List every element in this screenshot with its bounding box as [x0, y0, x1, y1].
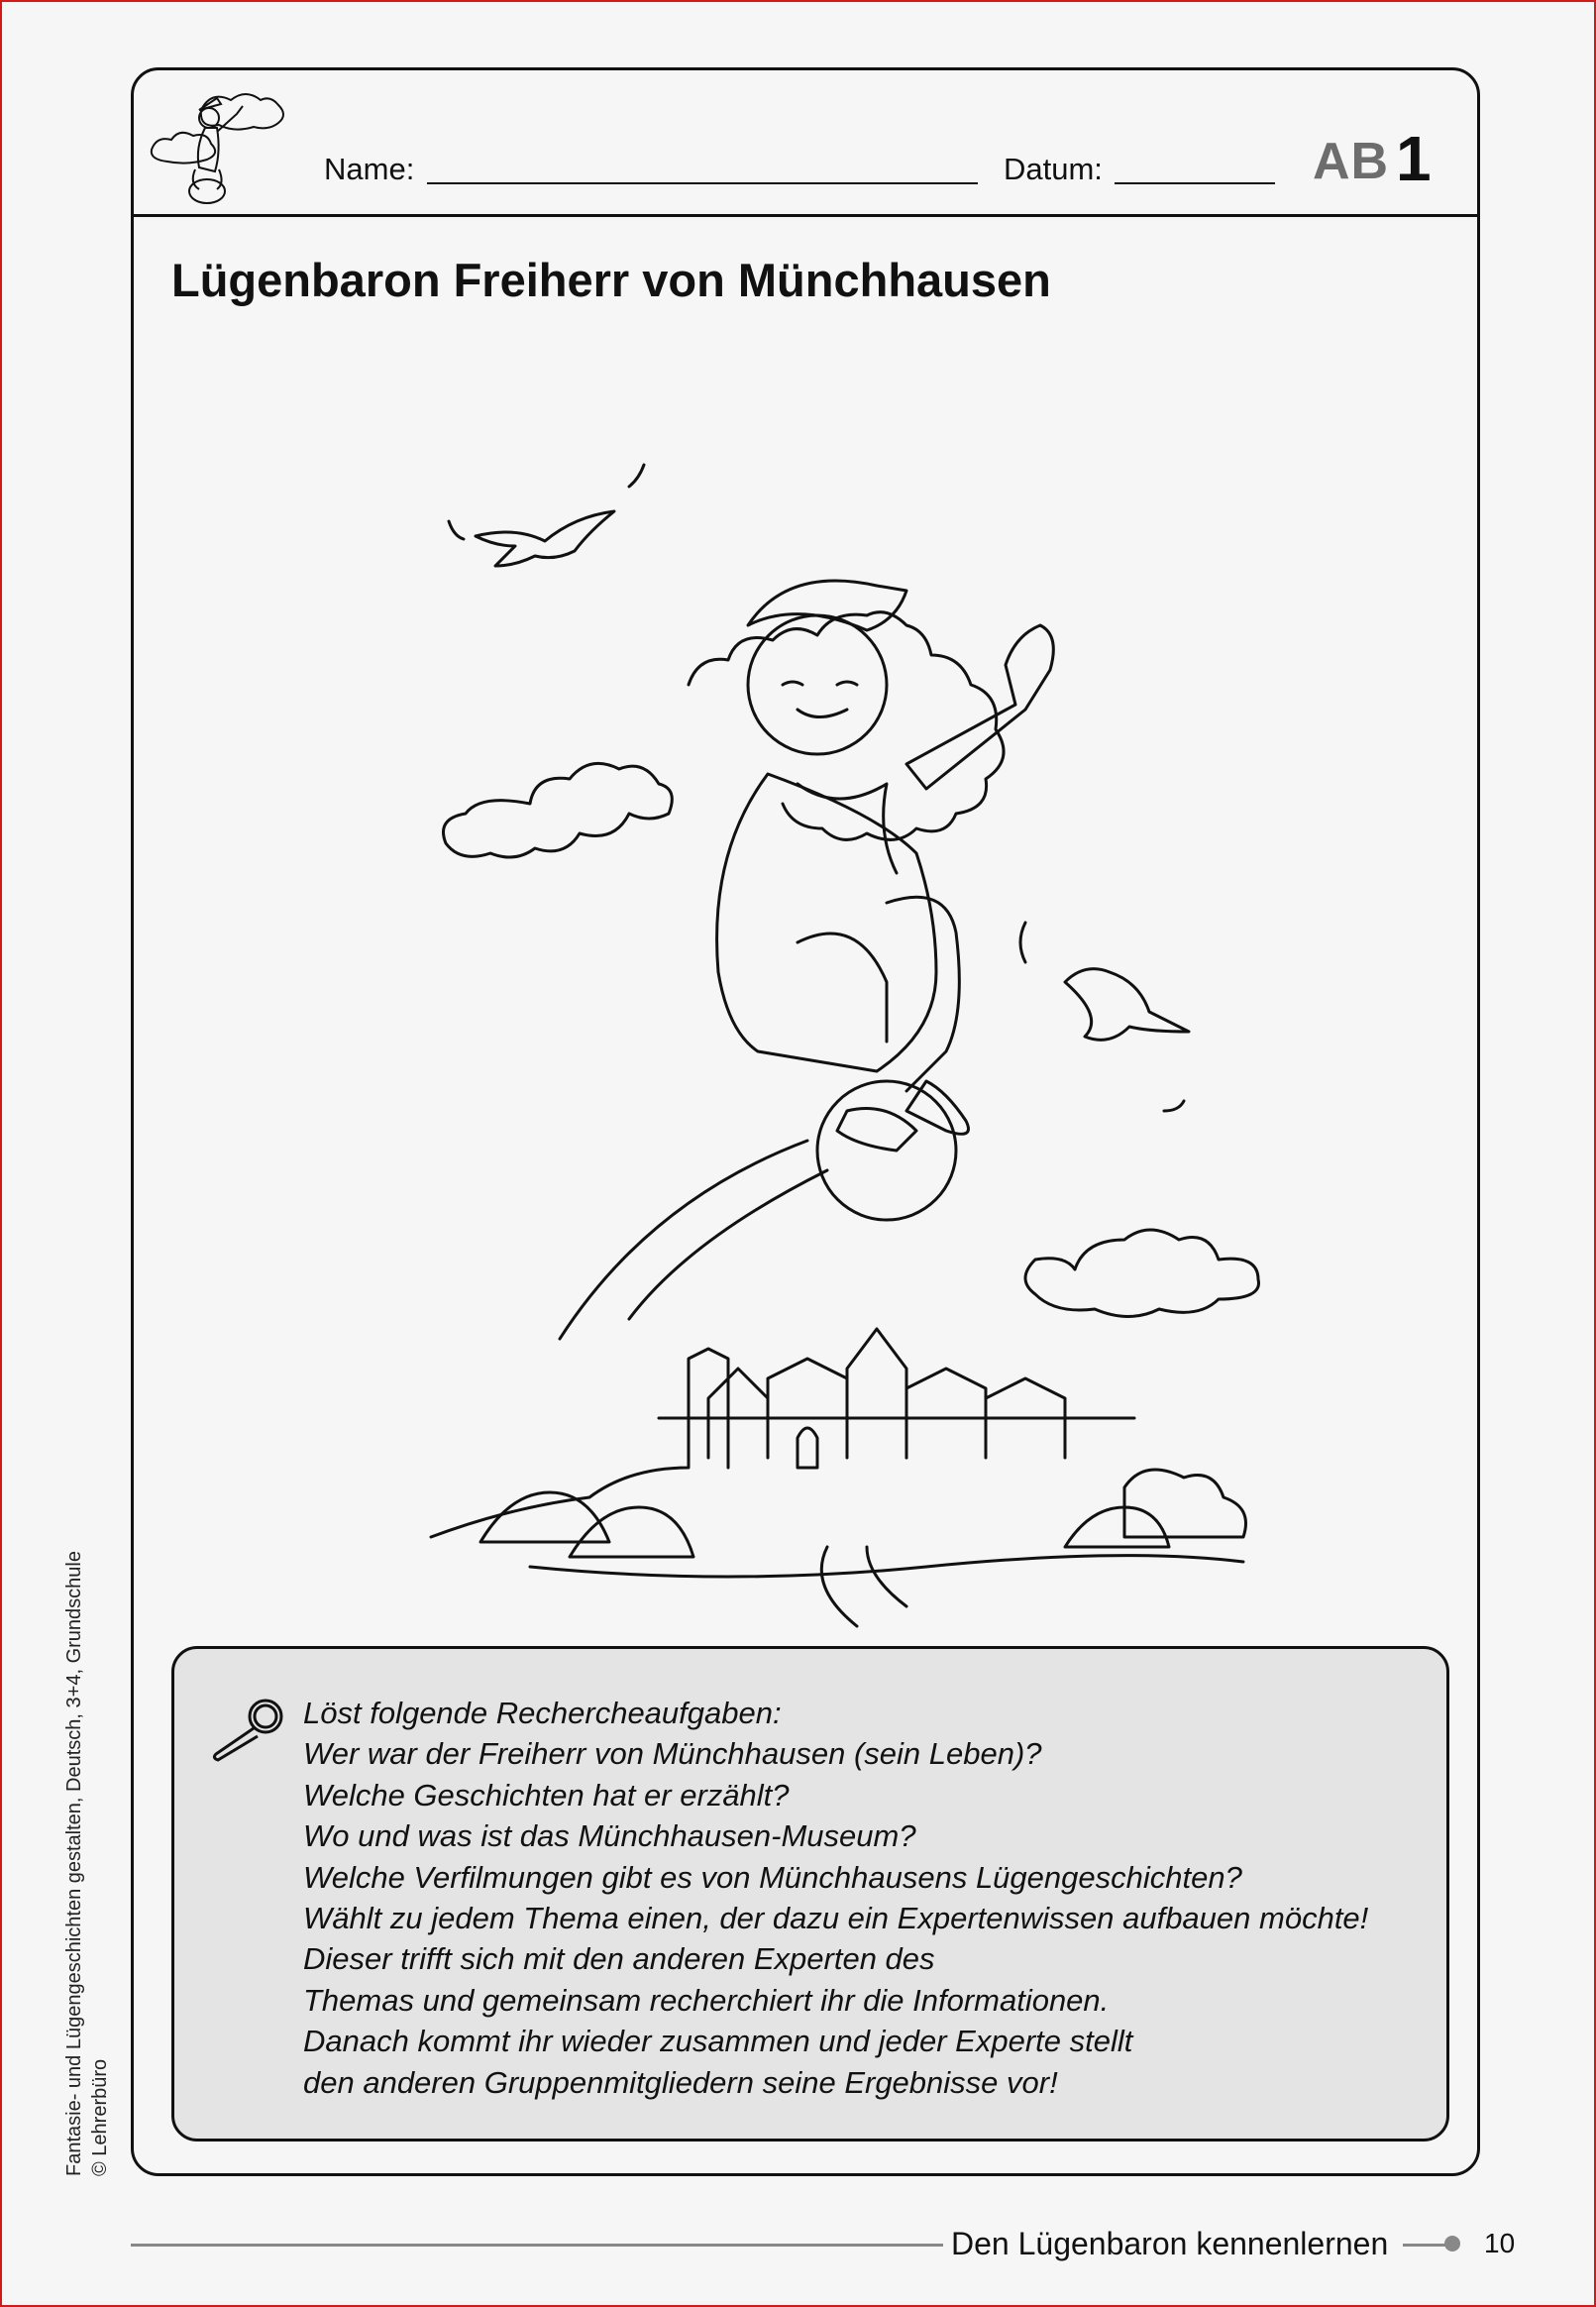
page-number: 10 — [1484, 2228, 1516, 2258]
task-list — [303, 1693, 1368, 2103]
worksheet — [131, 67, 1480, 2176]
worksheet-prefix: AB — [1313, 133, 1390, 190]
task-line: Wer war der Freiherr von Münchhausen (sein Leben)? — [303, 1736, 1042, 1772]
magnifier-icon — [208, 1695, 297, 1766]
worksheet-number: 1 — [1396, 123, 1432, 194]
date-label: Datum: — [1004, 152, 1103, 186]
baron-mini-icon — [142, 70, 330, 217]
task-line: Dieser trifft sich mit den anderen Experten des — [303, 1941, 935, 1977]
task-line: Wo und was ist das Münchhausen-Museum? — [303, 1818, 916, 1854]
task-line: Themas und gemeinsam recherchiert ihr die Informationen. — [303, 1982, 1110, 2018]
task-line: Welche Verfilmungen gibt es von Münchhausens Lügengeschichten? — [303, 1859, 1242, 1895]
research-task-box — [171, 1646, 1449, 2142]
task-line: Danach kommt ihr wieder zusammen und jeder Experte stellt — [303, 2024, 1133, 2059]
task-line: den anderen Gruppenmitgliedern seine Ergebnisse vor! — [303, 2064, 1058, 2100]
credit-line-1: Fantasie- und Lügengeschichten gestalten, Deutsch, 3+4, Grundschule — [63, 1551, 85, 2176]
footer-rule — [131, 2244, 943, 2247]
baron-cannonball-illustration — [332, 387, 1402, 1656]
footer-chapter-title: Den Lügenbaron kennenlernen — [951, 2226, 1389, 2261]
name-field[interactable] — [427, 182, 978, 184]
bird-top — [476, 511, 614, 566]
task-line: Welche Geschichten hat er erzählt? — [303, 1777, 790, 1813]
task-line: Wählt zu jedem Thema einen, der dazu ein Expertenwissen aufbauen möchte! — [303, 1901, 1369, 1936]
credit-line-2: © Lehrerbüro — [89, 2058, 111, 2176]
task-line: Löst folgende Rechercheaufgaben: — [303, 1696, 782, 1730]
name-label: Name: — [324, 152, 415, 186]
side-credit — [61, 1551, 113, 2176]
page-title: Lügenbaron Freiherr von Münchhausen — [171, 254, 1051, 306]
date-field[interactable] — [1115, 182, 1275, 184]
footer-dot-icon — [1444, 2236, 1460, 2252]
coat — [717, 774, 936, 1071]
footer-rule-right — [1403, 2244, 1446, 2247]
worksheet-header — [134, 70, 1477, 217]
